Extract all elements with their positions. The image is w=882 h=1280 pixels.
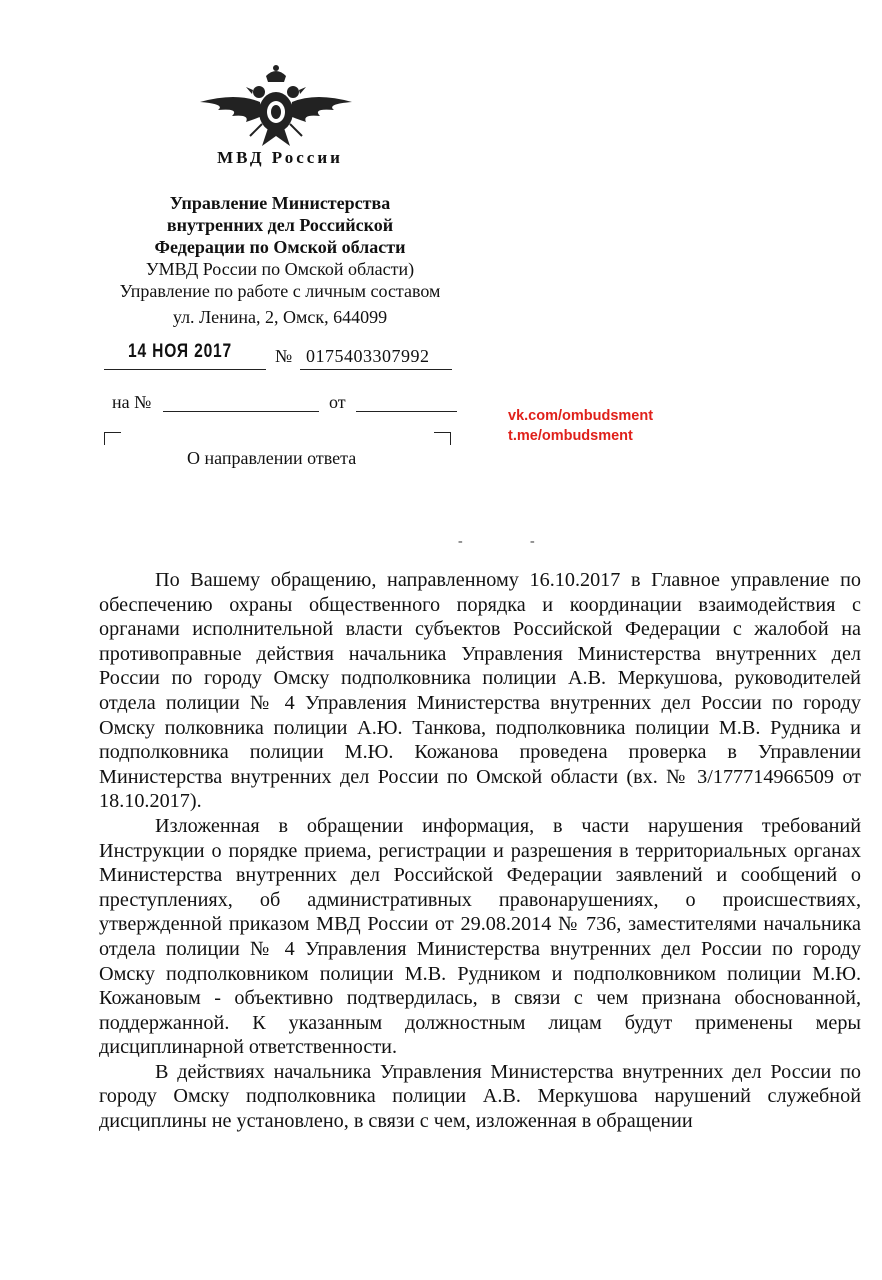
subject-bracket-left — [104, 432, 121, 445]
department-abbreviation: УМВД России по Омской области) — [145, 259, 415, 279]
watermark — [508, 406, 653, 446]
body-paragraph-2: Изложенная в обращении информация, в части нарушения требований Инструкции о порядке приема, регистрации и разрешения в территориальных органах Министерства внутренних дел Российской Федерации заявлений и сообщений о преступлениях, об административных правонарушениях, о происшествиях, утвержденной приказом МВД России от 29.08.2014 № 736, заместителями начальника отдела полиции № 4 Управления Министерства внутренних дел России по городу Омску подполковником полиции М.В. Рудником и подполковником полиции М.Ю. Кожановым - объективно подтвердилась, в связи с чем признана обоснованной, поддержанной. К указанным должностным лицам будут применены меры дисциплинарной ответственности. — [99, 814, 861, 1059]
sender-address: ул. Ленина, 2, Омск, 644099 — [172, 307, 388, 327]
division-name: Управление по работе с личным составом — [119, 281, 441, 301]
subject-bracket-right — [434, 432, 451, 445]
scan-mark: - — [530, 534, 535, 549]
subject-line: О направлении ответа — [187, 448, 357, 468]
scan-mark: - — [458, 534, 463, 549]
registration-number: 0175403307992 — [306, 346, 430, 366]
agency-name: МВД России — [217, 148, 343, 167]
double-headed-eagle-emblem-icon — [196, 62, 356, 150]
reference-date-label: от — [329, 392, 346, 412]
department-line-1: Управление Министерства — [169, 193, 391, 213]
watermark-line-1: vk.com/ombudsment — [508, 408, 654, 424]
body-paragraph-1: По Вашему обращению, направленному 16.10.2017 в Главное управление по обеспечению охраны общественного порядка и координации взаимодействия с органами исполнительной власти субъектов Российской Федерации с жалобой на противоправные действия начальника Управления Министерства внутренних дел России по городу Омску подполковника полиции А.В. Меркушова, руководителей отдела полиции № 4 Управления Министерства внутренних дел России по городу Омску полковника полиции А.Ю. Танкова, подполковника полиции М.В. Рудника и подполковника полиции М.Ю. Кожанова проведена проверка в Управлении Министерства внутренних дел России по Омской области (вх. № 3/177714966509 от 18.10.2017). — [99, 569, 861, 813]
department-line-2: внутренних дел Российской — [166, 215, 394, 235]
department-block — [90, 192, 470, 302]
date-underline — [104, 369, 266, 370]
body-paragraph-3: В действиях начальника Управления Министерства внутренних дел России по городу Омску подполковника полиции А.В. Меркушова нарушений служебной дисциплины не установлено, в связи с чем, изложенная в обращении — [99, 1060, 861, 1133]
department-line-3: Федерации по Омской области — [154, 237, 406, 257]
date-stamp: 14 НОЯ 2017 — [128, 341, 233, 362]
reference-number-field — [163, 411, 319, 412]
number-underline — [300, 369, 452, 370]
reference-number-label: на № — [112, 392, 152, 412]
reference-date-field — [356, 411, 457, 412]
number-label: № — [275, 346, 293, 366]
watermark-line-2: t.me/ombudsment — [508, 428, 633, 444]
letter-body — [99, 568, 861, 1134]
